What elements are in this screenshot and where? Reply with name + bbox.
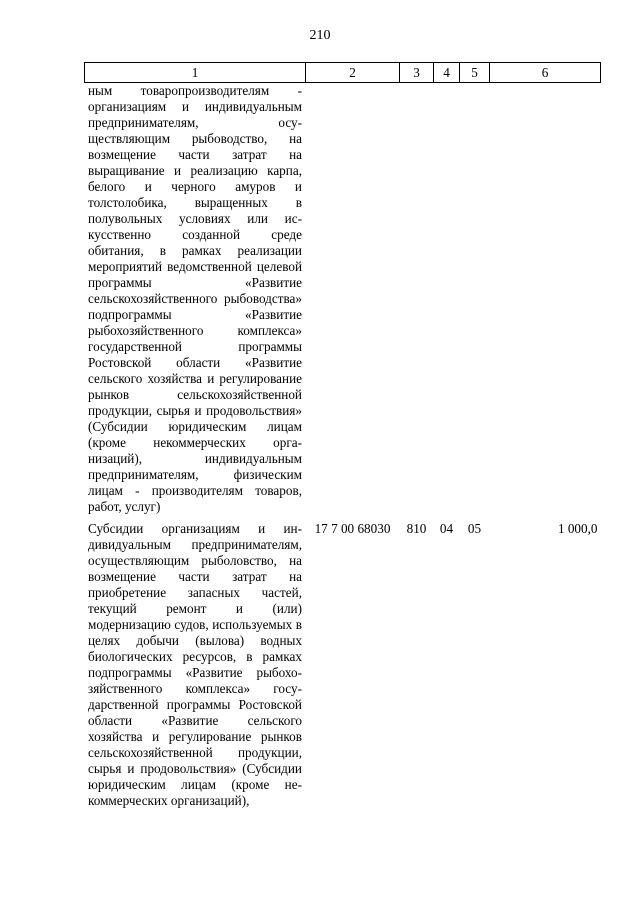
page-number: 210	[309, 28, 331, 43]
table-row	[85, 515, 601, 809]
row-expense-type: 810	[406, 521, 427, 536]
row-description: Субсидии организациям и индивидуальным предпринимателям, осуществляющим рыболовство, на возмещение части затрат на приобретение запасных частей, текущий ремонт и (или) модернизацию судов, используемых в целях добычи (вылова) водных биологических ресурсов, в рамках подпрограммы «Развитие рыбохозяйственного комплекса» государственной программы Ростовской области «Развитие сельского хозяйства и регулирование рынков сельскохозяйственной продукции, сырья и продовольствия» (Субсидии юридическим лицам (кроме некоммерческих организаций),	[88, 521, 302, 808]
row-section: 04	[439, 521, 454, 536]
row-description: ным товаропроизводителям - организациям и индивидуальным предпринимателям, осуществляющим рыбоводство, на возмещение части затрат на выращивание и реализацию карпа, белого и черного амуров и толстолобика, выращенных в полувольных условиях или искусственно созданной среде обитания, в рамках реализации мероприятий ведомственной целевой программы «Развитие сельскохозяйственного рыбоводства» подпрограммы «Развитие рыбохозяйственного комплекса» государственной программы Ростовской области «Развитие сельского хозяйства и регулирование рынков сельскохозяйственной продукции, сырья и продовольствия» (Субсидии юридическим лицам (кроме некоммерческих организаций), индивидуальным предпринимателям, физическим лицам - производителям товаров, работ, услуг)	[88, 83, 302, 514]
budget-table	[84, 62, 601, 809]
row-target-code	[306, 83, 400, 516]
row-amount: 1 000,0	[557, 521, 598, 536]
row-section	[434, 83, 460, 516]
column-header-5: 5	[460, 63, 490, 83]
row-expense-type	[400, 83, 434, 516]
row-subsection: 05	[467, 521, 482, 536]
row-subsection	[460, 83, 490, 516]
column-header-2: 2	[306, 63, 400, 83]
row-target-code: 17 7 00 68030	[314, 521, 391, 536]
row-amount	[490, 83, 601, 516]
column-header-4: 4	[434, 63, 460, 83]
table-row	[85, 83, 601, 516]
column-header-6: 6	[490, 63, 601, 83]
column-header-1: 1	[85, 63, 306, 83]
table-header-row	[85, 63, 601, 83]
column-header-3: 3	[400, 63, 434, 83]
